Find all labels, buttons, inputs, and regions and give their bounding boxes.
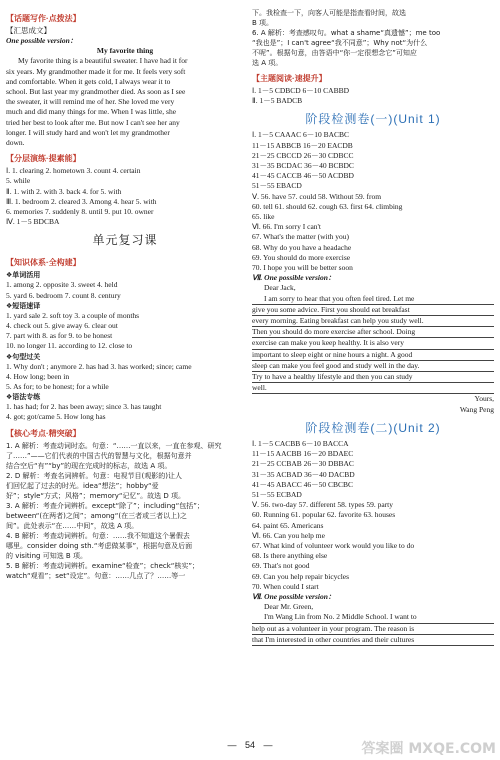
sentence-head: ❖句型过关 xyxy=(6,352,41,361)
vocab-line: 1. among 2. opposite 3. sweet 4. held xyxy=(6,280,118,290)
answer-line: 41－45 CACCB 46－50 ACDBD xyxy=(252,171,354,181)
essay-line: school. But last year my grandmother died. As soon as I see xyxy=(6,87,186,97)
answer-line: 70. When could I start xyxy=(252,581,319,591)
q6-line: 不呢”。根据句意，由答语中“你一定很想念它”可知应 xyxy=(252,49,417,57)
phrase-line: 10. no longer 11. according to 12. close to xyxy=(6,341,133,351)
q6-line: 6. A 解析：考查感叹句。what a shame“真遗憾”；me too xyxy=(252,29,441,37)
phrase-line: 7. part with 8. as for 9. to be honest xyxy=(6,331,113,341)
vocab-line: 5. yard 6. bedroom 7. count 8. century xyxy=(6,290,121,300)
letter-line: that I'm interested in other countries and their cultures xyxy=(252,635,494,646)
core-section-tag: 【核心考点·精突破】 xyxy=(6,428,81,438)
topic-reading-tag: 【主题阅读·速提升】 xyxy=(252,74,327,83)
exam1-salutation: Dear Jack, xyxy=(264,283,296,293)
answer-line: 68. Why do you have a headache xyxy=(252,242,352,252)
watermark-text: 答案圈 MXQE.COM xyxy=(361,741,496,757)
essay-line: longer. I will study hard and won't let my grandmother xyxy=(6,127,170,137)
practice-section-tag: 【分层演练·提素能】 xyxy=(6,154,81,164)
grammar-line: 1. has had; for 2. has been away; since 3. has taught xyxy=(6,402,162,412)
answer-line: 64. paint 65. Americans xyxy=(252,520,324,530)
left-column xyxy=(6,8,244,581)
unit-review-title: 单元复习课 xyxy=(92,233,158,248)
answer-line: Ⅵ. 66. Can you help me xyxy=(252,530,325,540)
answer-line: 41－45 ABACC 46－50 CBCBC xyxy=(252,479,354,489)
exam2-letter xyxy=(252,612,494,646)
answer-line: 31－35 ACBAD 36－40 DACBD xyxy=(252,469,355,479)
letter-line: sleep can make you feel good and study well in the day. xyxy=(252,361,494,372)
answer-line: 69. That's not good xyxy=(252,561,310,571)
core-line: 结合空后“有”“by”的现在完成时的标志，故选 A 项。 xyxy=(6,461,172,470)
answer-line: Ⅰ. 1－5 CAAAC 6－10 BACBC xyxy=(252,130,350,140)
essay-title: My favorite thing xyxy=(96,46,154,56)
phrase-line: 1. yard sale 2. soft toy 3. a couple of months xyxy=(6,310,140,320)
core-line: watch“观看”；set“设定”。句意：……几点了？……等一 xyxy=(6,571,186,580)
letter-line: exercise can make you keep healthy. It is also very xyxy=(252,338,494,349)
watermark-logo xyxy=(362,742,497,756)
answer-line: 21－25 CCBAB 26－30 DBBAC xyxy=(252,459,354,469)
core-line: 4. B 解析：考查动词辨析。句意：……我不知道这个暑假去 xyxy=(6,531,190,540)
essay-body xyxy=(6,56,244,148)
core-line: 2. D 解析：考查名词辨析。句意：电视节目(观影的)让人 xyxy=(6,471,182,480)
answer-line: Ⅰ. 1. clearing 2. hometown 3. count 4. certain xyxy=(6,166,141,176)
letter-line: give you some advice. First you should eat breakfast xyxy=(252,305,494,316)
exam1-signature: Wang Peng xyxy=(459,404,494,414)
right-column xyxy=(252,8,494,646)
essay-line: My favorite thing is a beautiful sweater. I have had it for xyxy=(18,56,188,66)
answer-line: 68. Is there anything else xyxy=(252,551,328,561)
exam2-answers xyxy=(252,439,494,592)
letter-line: Then you should do more exercise after school. Doing xyxy=(252,327,494,338)
answer-line: 60. tell 61. should 62. cough 63. first 64. climbing xyxy=(252,201,403,211)
writing-section-tag: 【话题写作·点拨法】 xyxy=(6,14,81,23)
exam1-title: 阶段检测卷(一)(Unit 1) xyxy=(305,112,441,127)
answer-line: 51－55 ECBAD xyxy=(252,489,302,499)
sentence-line: 1. Why don't ; anymore 2. has had 3. has worked; since; came xyxy=(6,361,192,371)
core-line: 的 visiting 可知选 B 项。 xyxy=(6,551,87,560)
letter-line: I am sorry to hear that you often feel tired. Let me xyxy=(252,294,494,305)
answer-line: Ⅲ. 1. bedroom 2. cleared 3. Among 4. hear 5. with xyxy=(6,196,157,206)
answer-line: Ⅱ. 1. with 2. with 3. back 4. for 5. with xyxy=(6,186,122,196)
answer-line: 6. memories 7. suddenly 8. until 9. put 10. owner xyxy=(6,207,154,217)
essay-line: and comfortable. When it gets cold, I always wear it to xyxy=(6,76,171,86)
grammar-head: ❖语法专练 xyxy=(6,393,41,402)
answer-line: 60. Running 61. popular 62. favorite 63. houses xyxy=(252,510,396,520)
continued-line: 下。我检查一下，向客人可能是指查看时间，故选 xyxy=(252,9,406,17)
letter-line: well. xyxy=(252,383,494,394)
grammar-line: 4. got; got/came 5. How long has xyxy=(6,412,106,422)
answer-line: 70. I hope you will be better soon xyxy=(252,263,353,273)
core-line: 3. A 解析：考查介词辨析。except“除了”；including“包括”； xyxy=(6,501,204,510)
answer-line: 11－15 ABBCB 16－20 EACDB xyxy=(252,140,353,150)
core-line: 了……”——它们代表的中国古代的智慧与文化，根据句意并 xyxy=(6,451,192,460)
exam1-answers xyxy=(252,130,494,273)
answer-line: 21－25 CBCCD 26－30 CDBCC xyxy=(252,150,354,160)
sentence-line: 5. As for; to be honest; for a while xyxy=(6,382,109,392)
phrase-head: ❖短语速译 xyxy=(6,301,41,310)
topic-line: Ⅰ. 1－5 CDBCD 6－10 CABBD xyxy=(252,86,350,95)
answer-line: 31－35 BCDAC 36－40 BCBDC xyxy=(252,161,354,171)
core-line: 哪里。consider doing sth.“考虑做某事”，根据句意及后面 xyxy=(6,541,193,550)
vocab-head: ❖单词活用 xyxy=(6,271,41,280)
core-line: 好”；style“方式；风格”；memory“记忆”。故选 D 项。 xyxy=(6,491,186,500)
core-explanations xyxy=(6,441,244,581)
letter-line: Try to have a healthy lifestyle and then you can study xyxy=(252,372,494,383)
answer-line: Ⅴ. 56. have 57. could 58. Without 59. from xyxy=(252,191,382,201)
core-line: 们回忆起了过去的时光。idea“想法”；hobby“爱 xyxy=(6,481,159,490)
letter-line: important to sleep eight or nine hours a night. A good xyxy=(252,350,494,361)
page-number: — 54 — xyxy=(227,740,273,750)
knowledge-section-tag: 【知识体系·全构建】 xyxy=(6,258,81,268)
core-line: 5. B 解析：考查动词辨析。examine“检查”；check“核实”； xyxy=(6,561,200,570)
answer-line: 67. What's the matter (with you) xyxy=(252,232,350,242)
answer-line: 67. What kind of volunteer work would you like to do xyxy=(252,540,415,550)
answer-line: 69. You should do more exercise xyxy=(252,252,351,262)
exam1-closing: Yours, xyxy=(474,394,494,404)
answer-line: 51－55 EBACD xyxy=(252,181,302,191)
topic-line: Ⅱ. 1－5 BADCB xyxy=(252,96,303,106)
exam2-one-possible: Ⅶ. One possible version： xyxy=(252,591,336,601)
practice-answers xyxy=(6,166,244,227)
essay-line: six years. My grandmother made it for me. It feels very soft xyxy=(6,66,186,76)
essay-line: down. xyxy=(6,138,25,148)
essay-line: much and did many things for me. When I was little, she xyxy=(6,107,177,117)
exam2-title: 阶段检测卷(二)(Unit 2) xyxy=(305,420,441,435)
exam1-letter xyxy=(252,294,494,395)
core-line: between“(在两者)之间”；among“(在三者或三者以上)之 xyxy=(6,511,187,520)
phrase-line: 4. check out 5. give away 6. clear out xyxy=(6,321,118,331)
answer-line: Ⅳ. 1－5 BDCBA xyxy=(6,217,60,227)
writing-subhead: 【汇思成文】 xyxy=(6,26,51,35)
essay-line: the sweater, it will remind me of her. She loved me very xyxy=(6,97,175,107)
core-line: 间”。此处表示“在……中间”，故选 A 项。 xyxy=(6,521,139,530)
page-number-value: 54 xyxy=(244,740,255,750)
one-possible-version-label: One possible version： xyxy=(6,36,78,45)
answer-line: 69. Can you help repair bicycles xyxy=(252,571,350,581)
core-line: 1. A 解析：考查动词时态。句意：“……一直以来，一直在参观、研究 xyxy=(6,441,222,450)
letter-line: help out as a volunteer in your program. The reason is xyxy=(252,624,494,635)
answer-line: Ⅴ. 56. two-day 57. different 58. types 59. party xyxy=(252,500,394,510)
letter-line: every morning. Eating breakfast can help you study well. xyxy=(252,316,494,327)
exam2-salutation: Dear Mr. Green, xyxy=(264,602,314,612)
essay-line: tried her best to look after me. But now I can't see her any xyxy=(6,117,180,127)
answer-line: 65. like xyxy=(252,212,275,222)
continued-line: B 项。 xyxy=(252,19,274,27)
exam1-one-possible: Ⅶ. One possible version： xyxy=(252,273,336,283)
answer-line: Ⅰ. 1－5 CACBB 6－10 BACCA xyxy=(252,438,349,448)
sentence-line: 4. How long; been in xyxy=(6,371,70,381)
answer-line: Ⅵ. 66. I'm sorry I can't xyxy=(252,222,321,232)
answer-line: 5. while xyxy=(6,176,31,186)
answer-line: 11－15 AACBB 16－20 BDAEC xyxy=(252,449,354,459)
letter-line: I'm Wang Lin from No. 2 Middle School. I want to xyxy=(252,612,494,623)
q6-line: 选 A 项。 xyxy=(252,59,283,67)
q6-line: “我也是”；I can't agree“我不同意”；Why not“为什么 xyxy=(252,39,428,47)
